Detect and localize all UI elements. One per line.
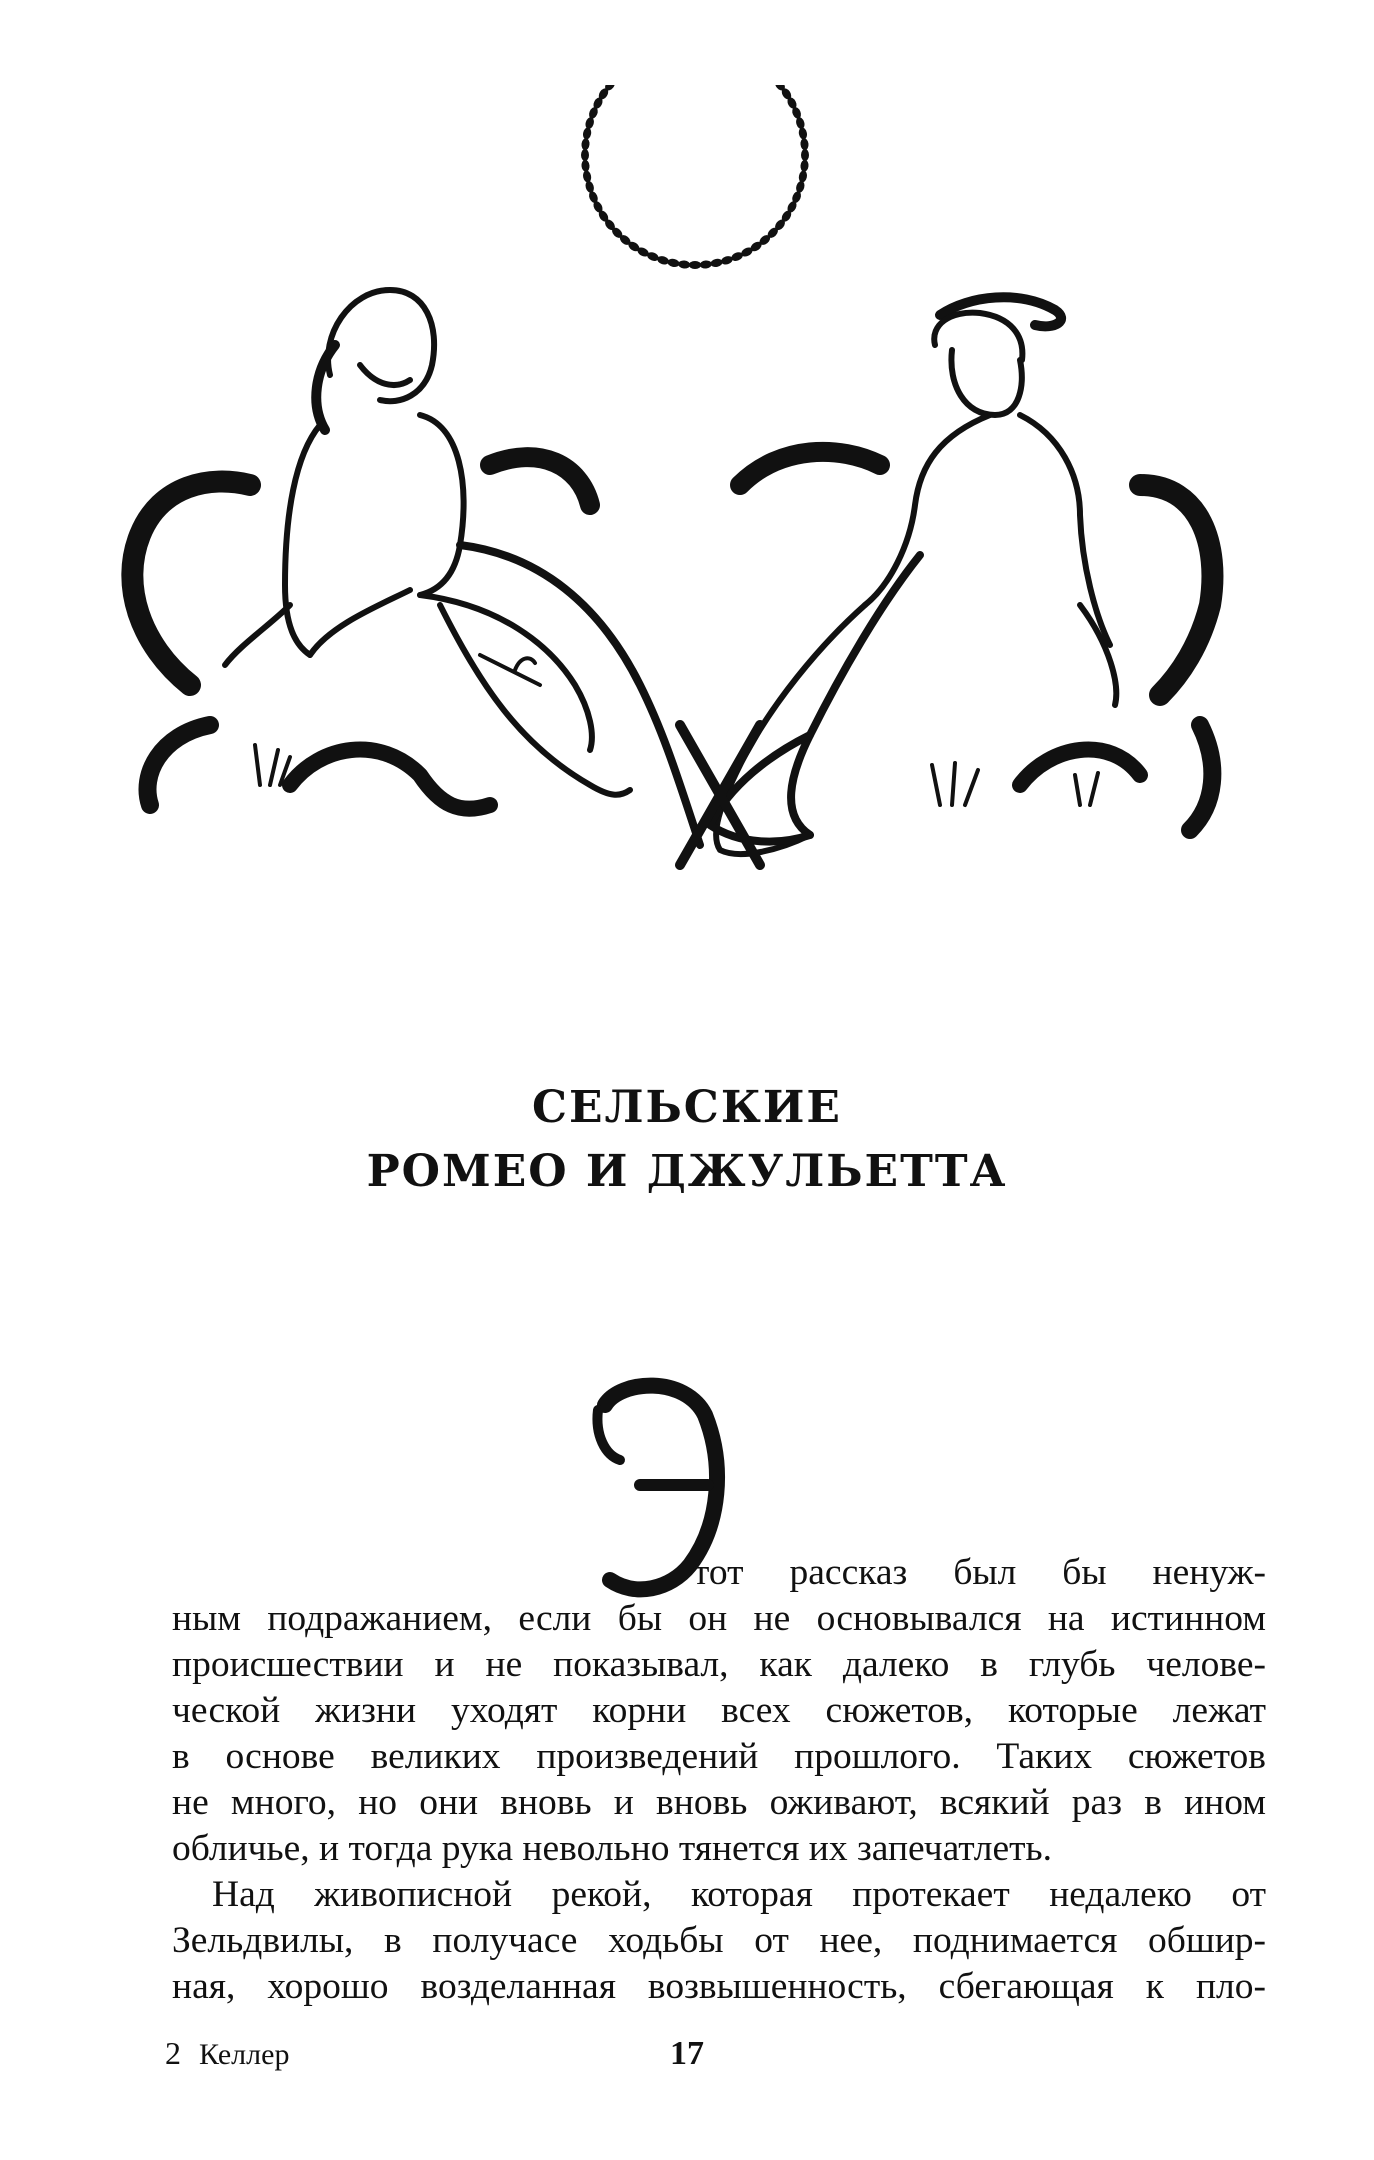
sun-dot [798,170,808,183]
sun-dot [667,258,680,268]
girl-figure [225,290,700,845]
hill-right-lower [1190,725,1212,830]
paragraph-1 [172,1596,1266,1872]
text-line: в основе великих произведений прошлого. Таких сюжетов [172,1736,1266,1777]
text-line: ная, хорошо возделанная возвышенность, сбегающая к пло- [172,1966,1266,2007]
sun-dot [678,260,691,269]
sun-dot [689,261,701,269]
header-illustration [120,85,1230,905]
hill-right-outline [1140,485,1212,695]
text-line: ным подражанием, если бы он не основывался на истинном [172,1598,1266,1639]
sun-dot [581,159,590,172]
grass-tuft [1075,773,1098,805]
flower-sprig [480,655,540,685]
ground-right [1020,750,1140,785]
signature-name: Келлер [199,2038,290,2071]
sun-dot [710,258,723,268]
sun-dot [581,149,589,161]
hill-left-lower [148,725,211,805]
text-line: не много, но они вновь и вновь оживают, всякий раз в ином [172,1782,1266,1823]
signature-number: 2 [165,2035,181,2071]
sun-dot [801,149,809,161]
page-number: 17 [670,2035,704,2072]
sun-icon [581,85,809,269]
story-title-line-1: СЕЛЬСКИЕ [532,1082,842,1133]
sun-dot [798,127,808,140]
sun-dot [699,260,712,269]
sun-dot [581,138,590,151]
text-line: обличье, и тогда рука невольно тянется их запечатлеть. [172,1828,1052,1869]
sun-dot [582,170,592,183]
text-line: Над живописной рекой, которая протекает недалеко от [212,1874,1266,1915]
ground-left [290,750,490,809]
text-line: Зельдвилы, в получасе ходьбы от нее, поднимается обшир- [172,1920,1266,1961]
paragraph-2 [172,1872,1266,2010]
sun-dot [582,127,592,140]
hill-mid-right [740,452,880,485]
text-line: ческой жизни уходят корни всех сюжетов, которые лежат [172,1690,1266,1731]
text-line: тот рассказ был бы ненуж- [693,1552,1266,1593]
hill-mid-left [490,457,590,505]
sun-dot [800,138,809,151]
sun-dot [800,159,809,172]
paragraph-1-first-line [693,1550,1266,1596]
story-title-line-2: РОМЕО И ДЖУЛЬЕТТА [366,1146,1008,1197]
grass-tuft [932,763,978,805]
boy-figure [710,297,1116,854]
text-line: происшествии и не показывал, как далеко в глубь челове- [172,1644,1266,1685]
